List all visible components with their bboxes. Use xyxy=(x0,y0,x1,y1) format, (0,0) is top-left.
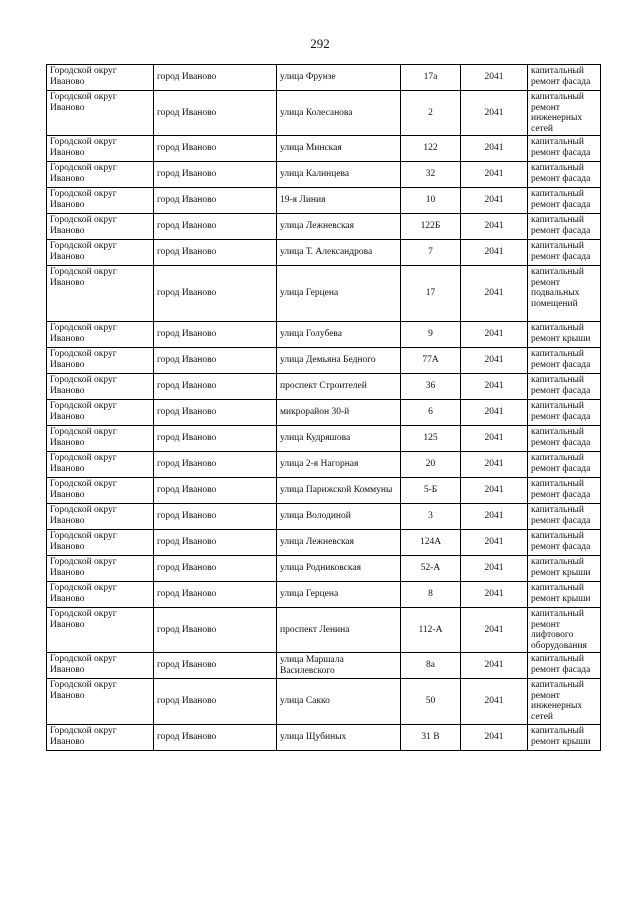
cell-settlement: город Иваново xyxy=(154,374,277,400)
cell-year: 2041 xyxy=(461,188,528,214)
cell-settlement: город Иваново xyxy=(154,426,277,452)
cell-street: улица Володиной xyxy=(277,504,401,530)
cell-settlement: город Иваново xyxy=(154,91,277,136)
table-row xyxy=(47,653,601,679)
cell-municipality: Городской округ Иваново xyxy=(47,426,154,452)
cell-street: улица Родниковская xyxy=(277,556,401,582)
cell-street: проспект Ленина xyxy=(277,608,401,653)
cell-year: 2041 xyxy=(461,556,528,582)
cell-street: улица Парижской Коммуны xyxy=(277,478,401,504)
cell-settlement: город Иваново xyxy=(154,400,277,426)
cell-municipality: Городской округ Иваново xyxy=(47,400,154,426)
table-row xyxy=(47,136,601,162)
cell-work-type: капитальный ремонт инженерных сетей xyxy=(528,91,601,136)
cell-street: улица Т. Александрова xyxy=(277,240,401,266)
cell-year: 2041 xyxy=(461,322,528,348)
cell-municipality: Городской округ Иваново xyxy=(47,136,154,162)
cell-settlement: город Иваново xyxy=(154,188,277,214)
cell-work-type: капитальный ремонт фасада xyxy=(528,400,601,426)
cell-municipality: Городской округ Иваново xyxy=(47,91,154,136)
cell-street: улица Кудряшова xyxy=(277,426,401,452)
table-row xyxy=(47,582,601,608)
cell-street: улица Голубева xyxy=(277,322,401,348)
cell-settlement: город Иваново xyxy=(154,530,277,556)
cell-municipality: Городской округ Иваново xyxy=(47,266,154,322)
table-row xyxy=(47,400,601,426)
cell-year: 2041 xyxy=(461,504,528,530)
cell-settlement: город Иваново xyxy=(154,653,277,679)
cell-work-type: капитальный ремонт фасада xyxy=(528,530,601,556)
cell-work-type: капитальный ремонт крыши xyxy=(528,322,601,348)
table-row xyxy=(47,374,601,400)
cell-house-number: 20 xyxy=(401,452,461,478)
cell-municipality: Городской округ Иваново xyxy=(47,162,154,188)
cell-settlement: город Иваново xyxy=(154,504,277,530)
cell-house-number: 10 xyxy=(401,188,461,214)
cell-work-type: капитальный ремонт фасада xyxy=(528,162,601,188)
cell-municipality: Городской округ Иваново xyxy=(47,653,154,679)
cell-street: улица Лежневская xyxy=(277,530,401,556)
cell-house-number: 122 xyxy=(401,136,461,162)
cell-municipality: Городской округ Иваново xyxy=(47,240,154,266)
cell-street: улица Калинцева xyxy=(277,162,401,188)
table-row xyxy=(47,725,601,751)
table-row xyxy=(47,426,601,452)
cell-street: проспект Строителей xyxy=(277,374,401,400)
cell-work-type: капитальный ремонт крыши xyxy=(528,582,601,608)
cell-municipality: Городской округ Иваново xyxy=(47,214,154,240)
cell-work-type: капитальный ремонт крыши xyxy=(528,725,601,751)
cell-settlement: город Иваново xyxy=(154,322,277,348)
cell-house-number: 17а xyxy=(401,65,461,91)
cell-municipality: Городской округ Иваново xyxy=(47,504,154,530)
cell-municipality: Городской округ Иваново xyxy=(47,582,154,608)
cell-work-type: капитальный ремонт фасада xyxy=(528,374,601,400)
cell-house-number: 8а xyxy=(401,653,461,679)
cell-settlement: город Иваново xyxy=(154,725,277,751)
cell-work-type: капитальный ремонт инженерных сетей xyxy=(528,679,601,725)
cell-street: улица 2-я Нагорная xyxy=(277,452,401,478)
cell-work-type: капитальный ремонт лифтового оборудования xyxy=(528,608,601,653)
cell-year: 2041 xyxy=(461,136,528,162)
table-row xyxy=(47,478,601,504)
cell-municipality: Городской округ Иваново xyxy=(47,679,154,725)
cell-municipality: Городской округ Иваново xyxy=(47,348,154,374)
cell-municipality: Городской округ Иваново xyxy=(47,725,154,751)
cell-work-type: капитальный ремонт фасада xyxy=(528,653,601,679)
cell-municipality: Городской округ Иваново xyxy=(47,530,154,556)
cell-house-number: 122Б xyxy=(401,214,461,240)
cell-house-number: 2 xyxy=(401,91,461,136)
cell-year: 2041 xyxy=(461,400,528,426)
table-row xyxy=(47,91,601,136)
cell-year: 2041 xyxy=(461,478,528,504)
cell-settlement: город Иваново xyxy=(154,452,277,478)
table-row xyxy=(47,162,601,188)
cell-work-type: капитальный ремонт фасада xyxy=(528,504,601,530)
cell-municipality: Городской округ Иваново xyxy=(47,556,154,582)
cell-work-type: капитальный ремонт фасада xyxy=(528,478,601,504)
cell-settlement: город Иваново xyxy=(154,556,277,582)
cell-street: улица Щубиных xyxy=(277,725,401,751)
cell-year: 2041 xyxy=(461,608,528,653)
table-row xyxy=(47,214,601,240)
cell-house-number: 124А xyxy=(401,530,461,556)
cell-settlement: город Иваново xyxy=(154,582,277,608)
table-row xyxy=(47,65,601,91)
cell-house-number: 17 xyxy=(401,266,461,322)
cell-year: 2041 xyxy=(461,653,528,679)
cell-year: 2041 xyxy=(461,582,528,608)
cell-settlement: город Иваново xyxy=(154,65,277,91)
cell-street: микрорайон 30-й xyxy=(277,400,401,426)
cell-year: 2041 xyxy=(461,214,528,240)
cell-street: улица Сакко xyxy=(277,679,401,725)
cell-street: улица Фрунзе xyxy=(277,65,401,91)
cell-street: улица Минская xyxy=(277,136,401,162)
table-row xyxy=(47,556,601,582)
cell-year: 2041 xyxy=(461,162,528,188)
cell-settlement: город Иваново xyxy=(154,240,277,266)
cell-house-number: 9 xyxy=(401,322,461,348)
cell-work-type: капитальный ремонт фасада xyxy=(528,136,601,162)
cell-year: 2041 xyxy=(461,91,528,136)
table-row xyxy=(47,530,601,556)
cell-house-number: 7 xyxy=(401,240,461,266)
cell-municipality: Городской округ Иваново xyxy=(47,452,154,478)
table-row xyxy=(47,452,601,478)
page-number: 292 xyxy=(310,36,330,51)
cell-work-type: капитальный ремонт фасада xyxy=(528,426,601,452)
cell-year: 2041 xyxy=(461,374,528,400)
cell-house-number: 50 xyxy=(401,679,461,725)
cell-settlement: город Иваново xyxy=(154,348,277,374)
cell-house-number: 6 xyxy=(401,400,461,426)
cell-house-number: 8 xyxy=(401,582,461,608)
cell-street: улица Колесанова xyxy=(277,91,401,136)
cell-municipality: Городской округ Иваново xyxy=(47,374,154,400)
cell-municipality: Городской округ Иваново xyxy=(47,478,154,504)
cell-year: 2041 xyxy=(461,65,528,91)
cell-settlement: город Иваново xyxy=(154,608,277,653)
cell-work-type: капитальный ремонт фасада xyxy=(528,452,601,478)
table-row xyxy=(47,348,601,374)
cell-settlement: город Иваново xyxy=(154,162,277,188)
cell-work-type: капитальный ремонт фасада xyxy=(528,188,601,214)
repair-schedule-table xyxy=(46,64,601,751)
cell-year: 2041 xyxy=(461,266,528,322)
cell-year: 2041 xyxy=(461,679,528,725)
cell-house-number: 112-А xyxy=(401,608,461,653)
cell-settlement: город Иваново xyxy=(154,214,277,240)
cell-settlement: город Иваново xyxy=(154,136,277,162)
cell-work-type: капитальный ремонт крыши xyxy=(528,556,601,582)
cell-settlement: город Иваново xyxy=(154,478,277,504)
table-body xyxy=(47,65,601,751)
cell-year: 2041 xyxy=(461,240,528,266)
cell-municipality: Городской округ Иваново xyxy=(47,322,154,348)
table-row xyxy=(47,266,601,322)
cell-year: 2041 xyxy=(461,426,528,452)
cell-street: 19-я Линия xyxy=(277,188,401,214)
cell-street: улица Маршала Василевского xyxy=(277,653,401,679)
cell-street: улица Лежневская xyxy=(277,214,401,240)
table-row xyxy=(47,608,601,653)
cell-street: улица Демьяна Бедного xyxy=(277,348,401,374)
cell-municipality: Городской округ Иваново xyxy=(47,188,154,214)
cell-year: 2041 xyxy=(461,452,528,478)
cell-settlement: город Иваново xyxy=(154,266,277,322)
cell-work-type: капитальный ремонт фасада xyxy=(528,65,601,91)
cell-house-number: 31 В xyxy=(401,725,461,751)
cell-house-number: 77А xyxy=(401,348,461,374)
table-row xyxy=(47,504,601,530)
cell-house-number: 125 xyxy=(401,426,461,452)
cell-year: 2041 xyxy=(461,530,528,556)
cell-work-type: капитальный ремонт фасада xyxy=(528,240,601,266)
table-row xyxy=(47,188,601,214)
cell-work-type: капитальный ремонт фасада xyxy=(528,214,601,240)
cell-house-number: 52-А xyxy=(401,556,461,582)
cell-house-number: 32 xyxy=(401,162,461,188)
cell-house-number: 36 xyxy=(401,374,461,400)
table-row xyxy=(47,322,601,348)
cell-street: улица Герцена xyxy=(277,266,401,322)
cell-settlement: город Иваново xyxy=(154,679,277,725)
table-row xyxy=(47,679,601,725)
cell-work-type: капитальный ремонт подвальных помещений xyxy=(528,266,601,322)
cell-street: улица Герцена xyxy=(277,582,401,608)
table-row xyxy=(47,240,601,266)
cell-house-number: 5-Б xyxy=(401,478,461,504)
cell-work-type: капитальный ремонт фасада xyxy=(528,348,601,374)
cell-year: 2041 xyxy=(461,725,528,751)
cell-municipality: Городской округ Иваново xyxy=(47,65,154,91)
cell-municipality: Городской округ Иваново xyxy=(47,608,154,653)
cell-year: 2041 xyxy=(461,348,528,374)
cell-house-number: 3 xyxy=(401,504,461,530)
